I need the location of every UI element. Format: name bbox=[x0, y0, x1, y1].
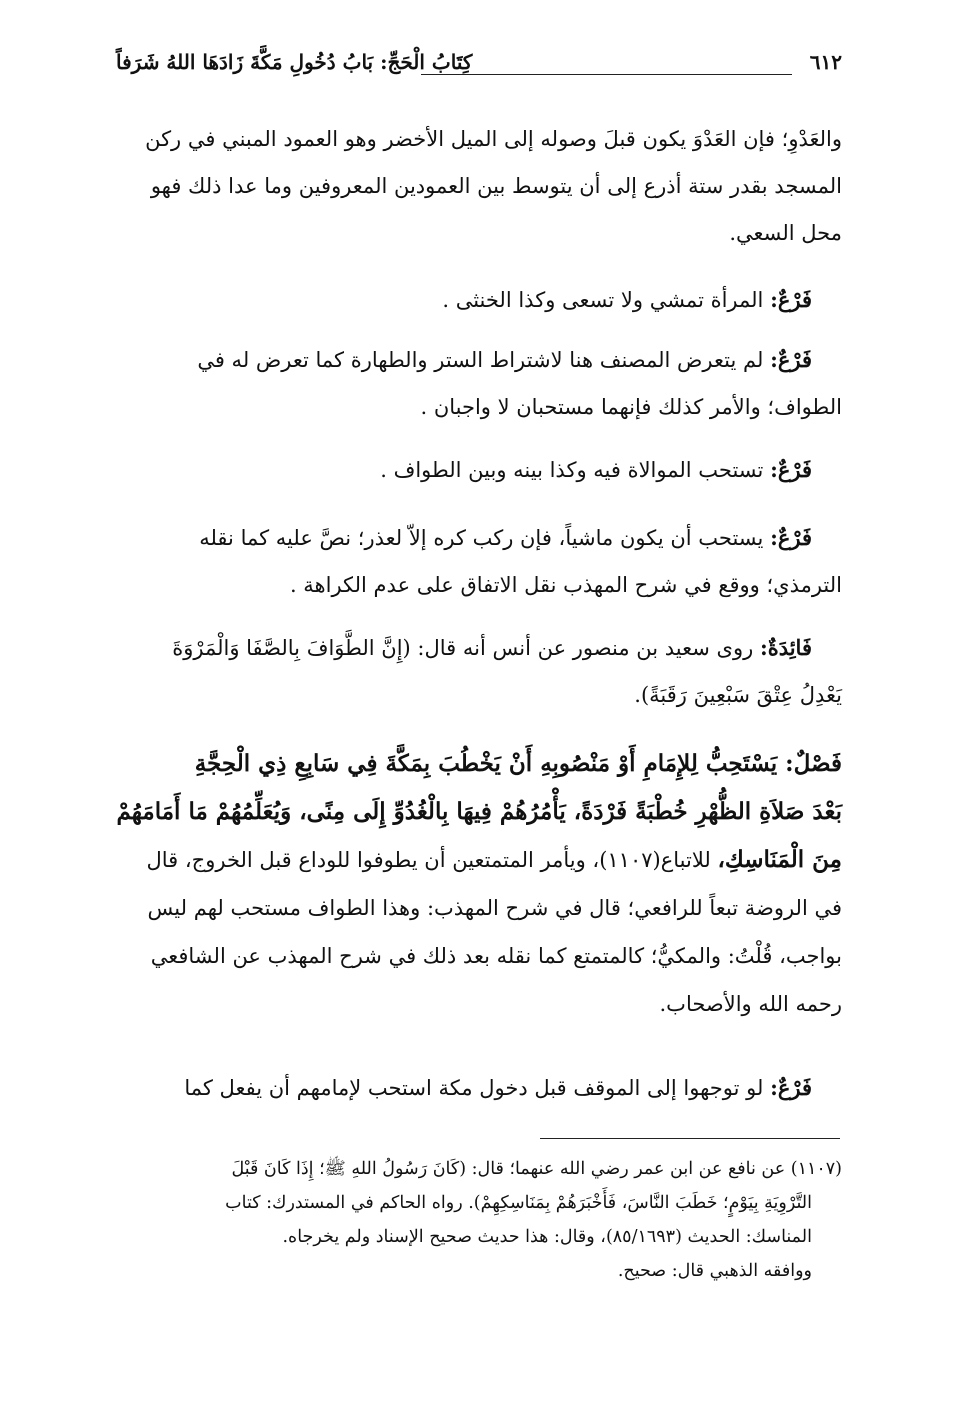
text-line: يَعْدِلُ عِتْقَ سَبْعِينَ رَقَبَةً). bbox=[634, 683, 842, 707]
footnote-line: التَّرْوِيَةِ بِيَوْمٍ؛ خَطَبَ النَّاسَ، فَأَخْبَرَهُمْ بِمَنَاسِكِهِمْ). رواه الحاكم في المستدرك: كتاب bbox=[225, 1193, 812, 1213]
branch-paragraph bbox=[116, 1064, 842, 1112]
text-line: روى سعيد بن منصور عن أنس أنه قال: (إِنَّ الطَّوَافَ بِالصَّفَا وَالْمَرْوَةَ bbox=[172, 636, 754, 660]
fasl-section bbox=[116, 740, 842, 1028]
page-number: ٦١٢ bbox=[809, 50, 842, 74]
branch-paragraph bbox=[116, 446, 842, 494]
footnote-line: المناسك: الحديث (٨٥/١٦٩٣)، وقال: هذا حديث صحيح الإسناد ولم يخرجاه. bbox=[282, 1227, 812, 1247]
branch-label: فَرْعٌ: bbox=[770, 1075, 812, 1100]
header-rule bbox=[421, 74, 792, 75]
text-line: لو توجهوا إلى الموقف قبل دخول مكة استحب لإمامهم أن يفعل كما bbox=[184, 1076, 764, 1100]
fasl-heading-line: فَصْلٌ: يَسْتَحِبُّ لِلإِمَامِ أَوْ مَنْصُوبِهِ أَنْ يَخْطُبَ بِمَكَّةَ فِي سَابِعِ ذِي الْحِجَّةِ bbox=[194, 750, 842, 777]
footnote-rule bbox=[540, 1138, 840, 1139]
footnote-line: (١١٠٧) عن نافع عن ابن عمر رضي الله عنهما؛ قال: (كَانَ رَسُولُ اللهِ ﷺ؛ إِذَا كَانَ قَبْلَ bbox=[231, 1159, 842, 1179]
text-line: محل السعي. bbox=[729, 221, 842, 245]
branch-label: فَرْعٌ: bbox=[770, 457, 812, 482]
text-line: الطواف؛ والأمر كذلك فإنهما مستحبان لا واجبان . bbox=[420, 395, 842, 419]
text-line: المرأة تمشي ولا تسعى وكذا الخنثى . bbox=[442, 288, 764, 312]
fasl-text-line: بَعْدَ صَلاَةِ الظُّهْرِ خُطْبَةً فَرْدَةً، يَأْمُرُهُمْ فِيهَا بِالْغُدُوِّ إِلَى مِنًى، وَيُعَلِّمُهُمْ مَا أَمَامَهُمْ bbox=[116, 798, 842, 825]
running-title: كِتَابُ الْحَجِّ: بَابُ دُخُولِ مَكَّةَ زَادَهَا اللهُ شَرَفاً bbox=[116, 50, 473, 74]
paragraph-saee bbox=[116, 116, 842, 257]
text-line: رحمه الله والأصحاب. bbox=[659, 992, 842, 1016]
text-line: تستحب الموالاة فيه وكذا بينه وبين الطواف . bbox=[380, 458, 764, 482]
text-line: لم يتعرض المصنف هنا لاشتراط الستر والطهارة كما تعرض له في bbox=[197, 348, 764, 372]
branch-paragraph bbox=[116, 336, 842, 431]
text-line: للاتباع(١١٠٧)، ويأمر المتمتعين أن يطوفوا للوداع قبل الخروج، قال bbox=[146, 848, 711, 872]
benefit-label: فَائِدَةٌ: bbox=[759, 635, 812, 660]
text-line: والعَدْوِ؛ فإن العَدْوَ يكون قبلَ وصوله إلى الميل الأخضر وهو العمود المبني في ركن bbox=[145, 127, 842, 151]
text-line: في الروضة تبعاً للرافعي؛ قال في شرح المهذب: وهذا الطواف مستحب لهم ليس bbox=[147, 896, 842, 920]
text-line: المسجد بقدر ستة أذرع إلى أن يتوسط بين العمودين المعروفين وما عدا ذلك فهو bbox=[150, 174, 842, 198]
branch-paragraph bbox=[116, 514, 842, 609]
branch-label: فَرْعٌ: bbox=[770, 525, 812, 550]
page-header bbox=[116, 40, 842, 84]
branch-paragraph bbox=[116, 276, 842, 324]
branch-label: فَرْعٌ: bbox=[770, 287, 812, 312]
footnote bbox=[116, 1152, 842, 1288]
text-line: يستحب أن يكون ماشياً، فإن ركب كره إلاّ لعذر؛ نصَّ عليه كما نقله bbox=[199, 526, 764, 550]
fasl-text-bold: مِنَ الْمَنَاسِكِ، bbox=[717, 846, 842, 873]
text-line: بواجب، قُلْتُ: والمكيُّ؛ كالمتمتع كما نقله بعد ذلك في شرح المهذب عن الشافعي bbox=[150, 944, 842, 968]
text-line: الترمذي؛ ووقع في شرح المهذب نقل الاتفاق على عدم الكراهة . bbox=[289, 573, 842, 597]
footnote-line: ووافقه الذهبي قال: صحيح. bbox=[617, 1261, 812, 1281]
benefit-paragraph bbox=[116, 624, 842, 719]
branch-label: فَرْعٌ: bbox=[770, 347, 812, 372]
